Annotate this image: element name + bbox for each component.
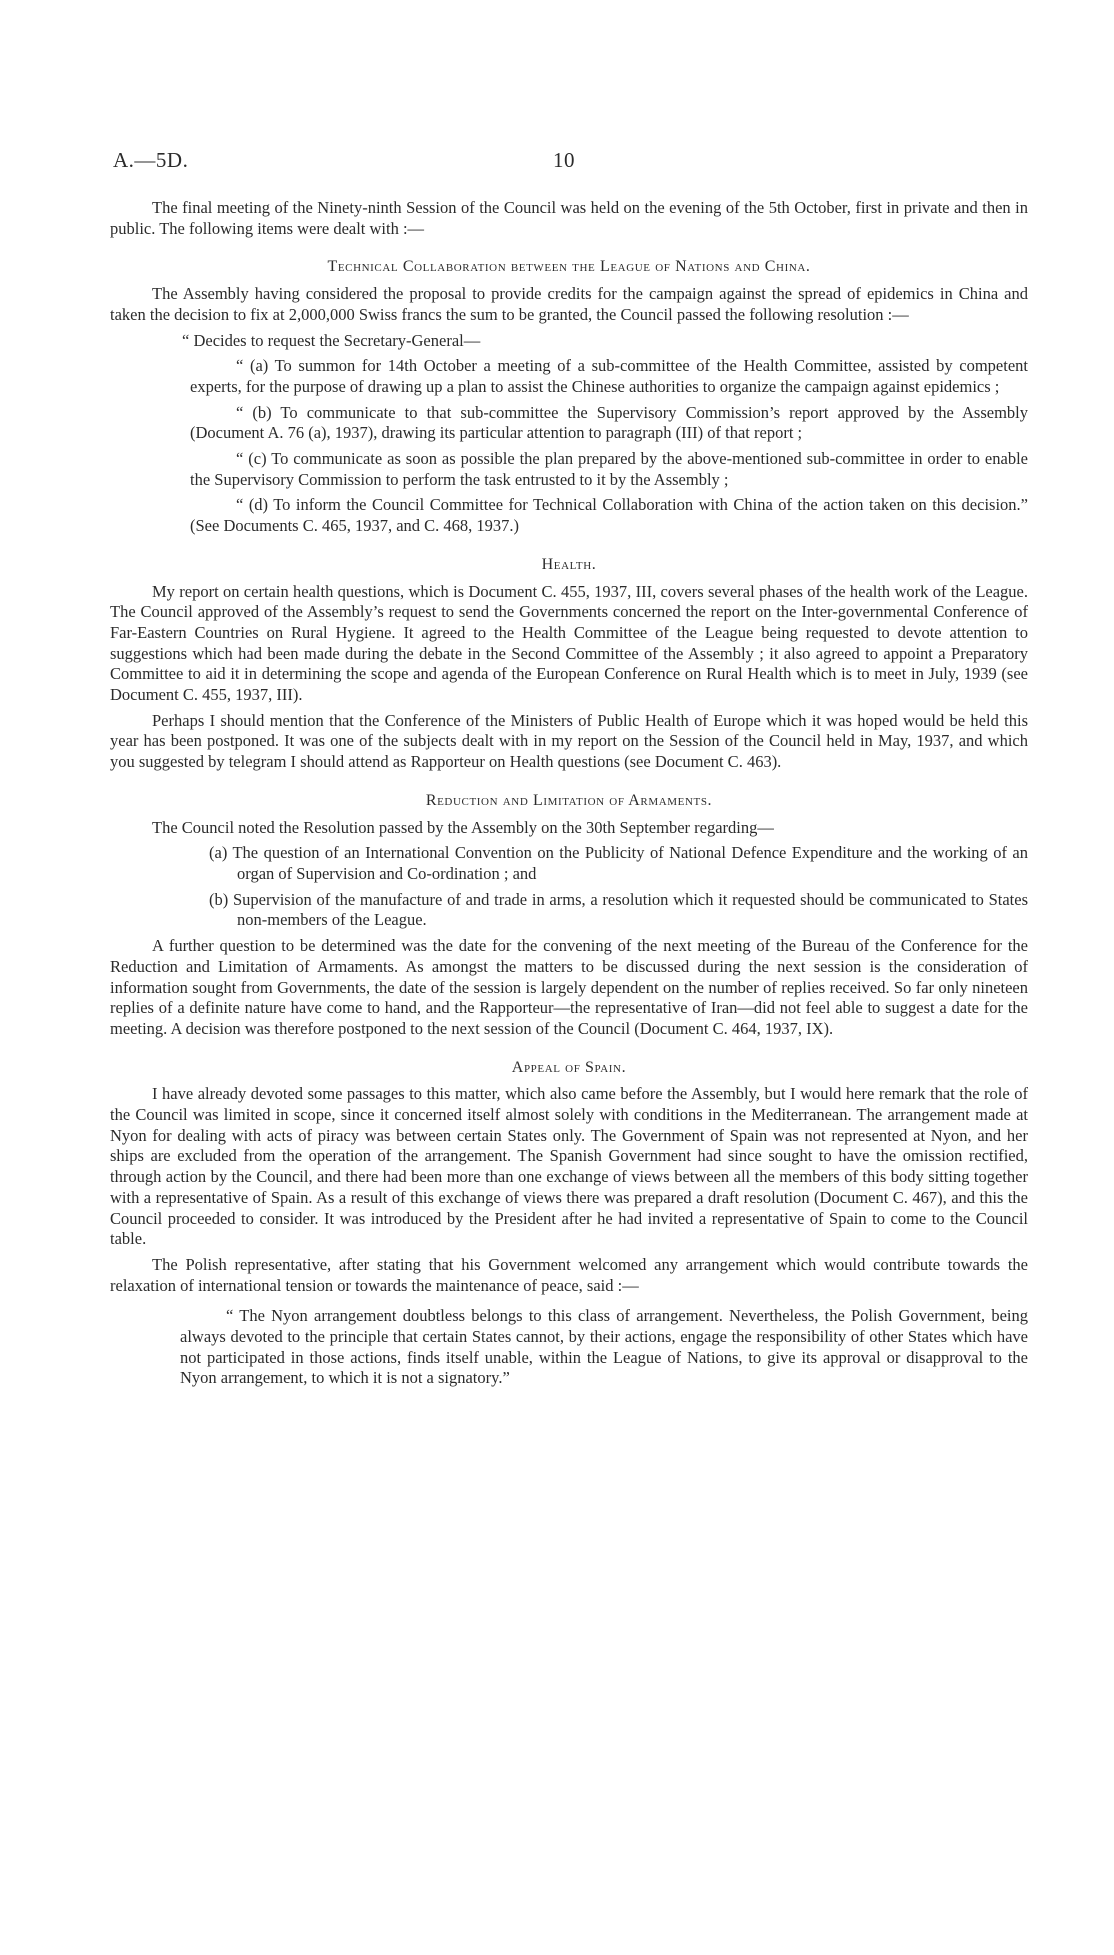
resolution-item-a: “ (a) To summon for 14th October a meeting of a sub-committee of the Health Committee, assisted by competent experts, for the purpose of drawing up a plan to assist the Chinese authorities to organize the campaign against epidemics ; xyxy=(190,356,1028,396)
document-body xyxy=(110,198,1028,1394)
health-paragraph-1: My report on certain health questions, which is Document C. 455, 1937, III, covers several phases of the health work of the League. The Council approved of the Assembly’s request to send the Governments concerned the report on the Inter-governmental Conference of Far-Eastern Countries on Rural Hygiene. It agreed to the Health Committee of the League being requested to devote attention to suggestions which had been made during the debate in the Second Committee of the Assembly ; it also agreed to appoint a Preparatory Committee to aid it in determining the scope and agenda of the European Conference on Rural Health which is to meet in July, 1939 (see Document C. 455, 1937, III). xyxy=(110,581,1028,705)
spain-paragraph-2: The Polish representative, after stating that his Government welcomed any arrangement which would contribute towards the relaxation of international tension or towards the maintenance of peace, said :— xyxy=(110,1254,1028,1295)
armaments-paragraph-1: The Council noted the Resolution passed by the Assembly on the 30th September regarding— xyxy=(152,817,774,837)
resolution-item-b: “ (b) To communicate to that sub-committee the Supervisory Commission’s report approved by the Assembly (Document A. 76 (a), 1937), drawing its particular attention to paragraph (III) of that report ; xyxy=(190,402,1028,443)
armaments-item-b: (b) Supervision of the manufacture of and trade in arms, a resolution which it requested should be communicated to States non-members of the League. xyxy=(209,889,1028,930)
resolution-item-c: “ (c) To communicate as soon as possible the plan prepared by the above-mentioned sub-committee in order to enable the Supervisory Commission to perform the task entrusted to it by the Assembly ; xyxy=(190,449,1028,489)
resolution-item-d: “ (d) To inform the Council Committee for Technical Collaboration with China of the action taken on this decision.” (See Documents C. 465, 1937, and C. 468, 1937.) xyxy=(190,495,1028,536)
intro-paragraph: The final meeting of the Ninety-ninth Session of the Council was held on the evening of the 5th October, first in private and then in public. The following items were dealt with :— xyxy=(110,198,1028,238)
health-paragraph-2: Perhaps I should mention that the Conference of the Ministers of Public Health of Europe which it was hoped would be held this year has been postponed. It was one of the subjects dealt with in my report on the Session of the Council held in May, 1937, and which you suggested by telegram I should attend as Rapporteur on Health questions (see Document C. 463). xyxy=(110,710,1028,772)
section-heading-health: Health. xyxy=(541,555,597,573)
resolution-decides: “ Decides to request the Secretary-General— xyxy=(182,330,481,350)
section-heading-technical: Technical Collaboration between the League of Nations and China. xyxy=(327,258,811,276)
technical-paragraph: The Assembly having considered the proposal to provide credits for the campaign against the spread of epidemics in China and taken the decision to fix at 2,000,000 Swiss francs the sum to be granted, the Council passed the following resolution :— xyxy=(110,284,1028,324)
armaments-paragraph-2: A further question to be determined was the date for the convening of the next meeting of the Bureau of the Conference for the Reduction and Limitation of Armaments. As amongst the matters to be discussed during the next session is the consideration of information sought from Governments, the date of the session is largely dependent on the number of replies received. So far only nineteen replies of a definite nature have come to hand, and the Rapporteur—the representative of Iran—did not feel able to suggest a date for the meeting. A decision was therefore postponed to the next session of the Council (Document C. 464, 1937, IX). xyxy=(110,936,1028,1038)
spain-paragraph-1: I have already devoted some passages to this matter, which also came before the Assembly, but I would here remark that the role of the Council was limited in scope, since it concerned itself almost solely with conditions in the Mediterranean. The arrangement made at Nyon for dealing with acts of piracy was between certain States only. The Government of Spain was not represented at Nyon, and her ships are excluded from the operation of the arrangement. The Spanish Government had since sought to have the omission rectified, through action by the Council, and there had been more than one exchange of views between all the members of this body sitting together with a representative of Spain. As a result of this exchange of views there was prepared a draft resolution (Document C. 467), and this the Council proceeded to consider. It was introduced by the President after he had invited a representative of Spain to come to the Council table. xyxy=(110,1084,1028,1249)
polish-quote: “ The Nyon arrangement doubtless belongs to this class of arrangement. Nevertheless, the Polish Government, being always devoted to the principle that certain States cannot, by their actions, engage the responsibility of other States which have not participated in those actions, finds itself unable, within the League of Nations, to give its approval or disapproval to the Nyon arrangement, to which it is not a signatory.” xyxy=(180,1306,1028,1388)
section-heading-spain: Appeal of Spain. xyxy=(511,1058,627,1076)
section-heading-armaments: Reduction and Limitation of Armaments. xyxy=(425,791,713,809)
document-reference: A.—5D. xyxy=(113,148,189,172)
armaments-item-a: (a) The question of an International Convention on the Publicity of National Defence Expenditure and the working of an organ of Supervision and Co-ordination ; and xyxy=(209,843,1028,883)
page-number: 10 xyxy=(553,148,575,172)
